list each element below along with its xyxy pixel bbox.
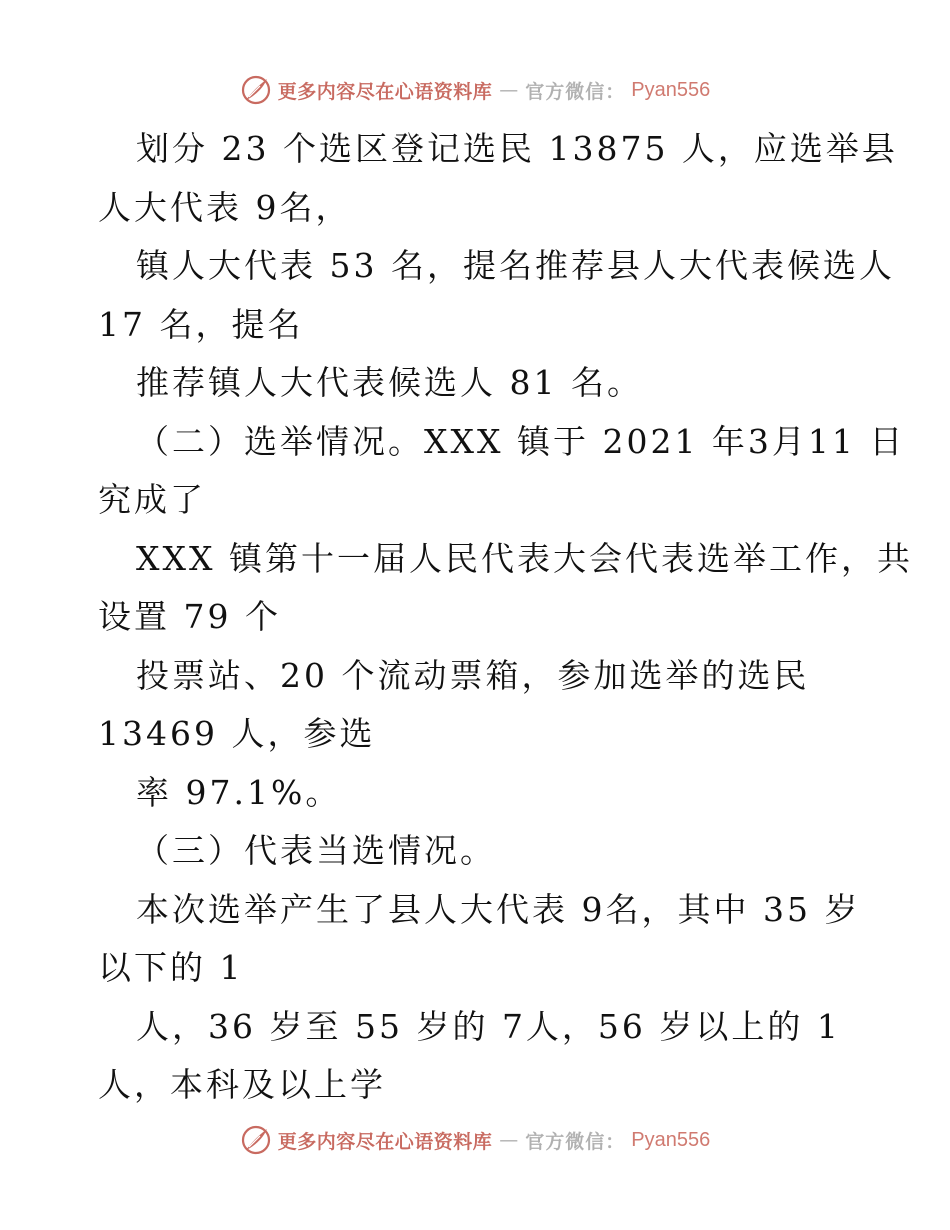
quill-logo-icon [240, 1124, 272, 1156]
brand-text: 更多内容尽在心语资料库 [277, 80, 493, 103]
wechat-id: Pyan556 [631, 78, 711, 101]
quill-logo-icon [240, 74, 272, 106]
text-line: 投票站、20 个流动票箱，参加选举的选民 [136, 655, 810, 695]
brand-banner [240, 74, 711, 106]
brand-dash: — [499, 79, 519, 101]
document-body [98, 120, 913, 1115]
brand-dash: — [499, 1129, 519, 1151]
text-line: 划分 23 个选区登记选民 13875 人，应选举县 [136, 129, 898, 168]
text-line: 镇人大代表 53 名，提名推荐县人大代表候选人 [136, 246, 895, 285]
brand-text: 更多内容尽在心语资料库 [277, 1130, 493, 1153]
page-header-watermark [0, 70, 950, 110]
text-line: XXX 镇第十一届人民代表大会代表选举工作，共 [136, 538, 913, 578]
text-line: 人，本科及以上学 [98, 1065, 386, 1104]
text-line: 推荐镇人大代表候选人 81 名。 [136, 363, 643, 402]
text-line: 13469 人，参选 [98, 714, 376, 753]
wechat-label: 官方微信： [525, 80, 626, 103]
text-line: 究成了 [98, 480, 206, 519]
wechat-label: 官方微信： [525, 1130, 626, 1153]
wechat-id: Pyan556 [631, 1128, 711, 1151]
page-footer-watermark [0, 1120, 950, 1160]
text-line: 人，36 岁至 55 岁的 7人，56 岁以上的 1 [136, 1006, 841, 1046]
text-line: 人大代表 9名， [98, 187, 352, 227]
text-line: 率 97.1%。 [136, 772, 342, 812]
text-line: 本次选举产生了县人大代表 9名，其中 35 岁 [136, 889, 861, 929]
text-line: 以下的 1 [98, 948, 244, 987]
text-line: （三）代表当选情况。 [136, 831, 496, 870]
text-line: （二）选举情况。XXX 镇于 2021 年3月11 日 [136, 421, 906, 461]
text-line: 设置 79 个 [98, 597, 281, 636]
brand-banner [240, 1124, 711, 1156]
text-line: 17 名，提名 [98, 304, 304, 344]
